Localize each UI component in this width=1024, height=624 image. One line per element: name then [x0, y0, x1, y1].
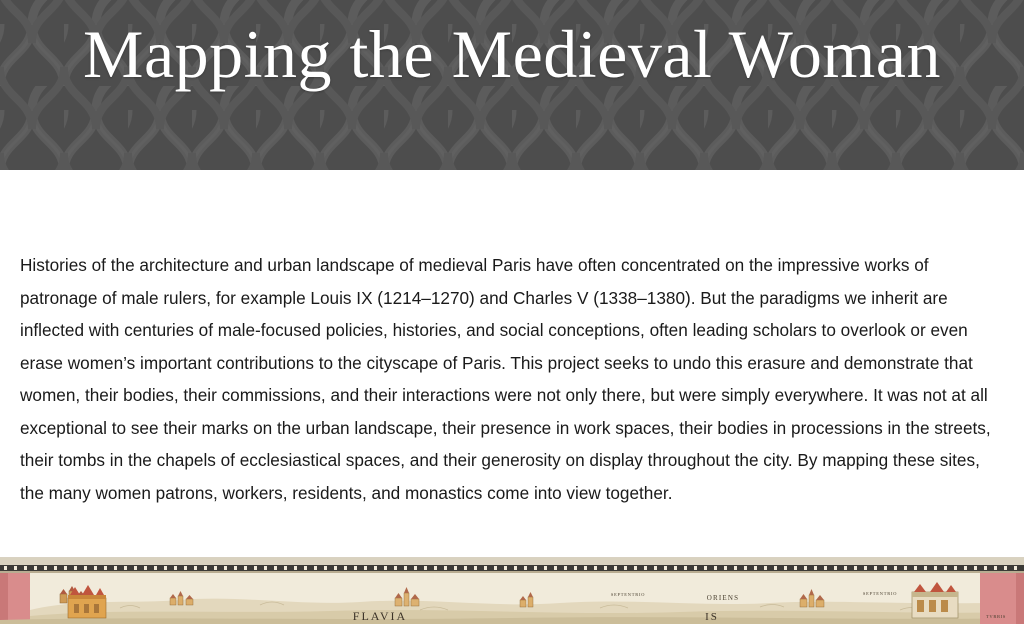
map-label-tvrris: TVRRIS	[986, 614, 1006, 619]
map-label-small-right: SEPTENTRIO	[862, 591, 898, 596]
footer-panorama-image	[0, 557, 1024, 624]
panorama-illustration	[0, 558, 1024, 624]
page-title: Mapping the Medieval Woman	[83, 16, 941, 92]
main-content	[0, 170, 1024, 509]
map-label-partial: IS	[705, 611, 719, 623]
map-label-flavia: FLAVIA	[352, 609, 408, 623]
page-header	[0, 0, 1024, 170]
map-label-small-left: SEPTENTRIO	[610, 592, 646, 597]
map-label-oriens: ORIENS	[706, 594, 740, 602]
intro-paragraph: Histories of the architecture and urban landscape of medieval Paris have often concentrated on the impressive works of patronage of male rulers, for example Louis IX (1214–1270) and Charles V (1338–1380). But the paradigms we inherit are inflected with centuries of male-focused policies, histories, and social conceptions, often leading scholars to overlook or even erase women’s important contributions to the cityscape of Paris. This project seeks to undo this erasure and demonstrate that women, their bodies, their commissions, and their interactions were not only there, but were simply everywhere. It was not at all exceptional to see their marks on the urban landscape, their presence in work spaces, their bodies in processions in the streets, their tombs in the chapels of ecclesiastical spaces, and their generosity on display throughout the city. By mapping these sites, the many women patrons, workers, residents, and monastics come into view together.	[20, 255, 991, 503]
